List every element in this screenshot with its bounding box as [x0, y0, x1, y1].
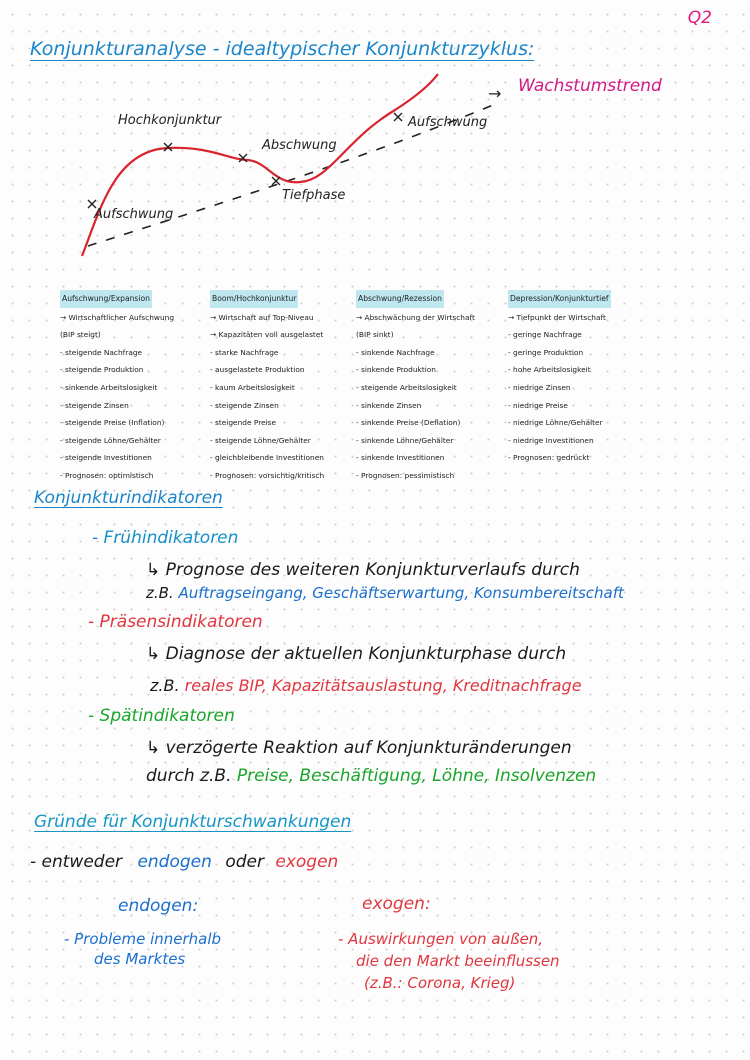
phase-item: - steigende Nachfrage — [60, 347, 143, 357]
spaetindikatoren-examples: Preise, Beschäftigung, Löhne, Insolvenzen — [236, 766, 597, 786]
praesensindikatoren-examples: reales BIP, Kapazitätsauslastung, Kreditnachfrage — [184, 676, 582, 695]
phase-item: → Wirtschaftlicher Aufschwung — [60, 312, 175, 322]
phase-item: → Wirtschaft auf Top-Niveau — [210, 312, 314, 322]
phase-item: - geringe Nachfrage — [508, 330, 582, 340]
phase-item: (BIP steigt) — [60, 330, 101, 340]
phase-item: - niedrige Preise — [508, 400, 568, 410]
spaetindikatoren-label: - Spätindikatoren — [88, 706, 235, 726]
label-tiefphase: Tiefphase — [282, 188, 346, 203]
phase-item: - Prognosen: pessimistisch — [356, 470, 455, 480]
phase-item: - Prognosen: gedrückt — [508, 453, 590, 463]
phase-item: - Prognosen: vorsichtig/kritisch — [210, 470, 325, 480]
phase-item: - steigende Löhne/Gehälter — [210, 435, 311, 445]
exogen-text-3: (z.B.: Corona, Krieg) — [364, 974, 516, 992]
business-cycle-diagram — [0, 0, 750, 270]
phase-heading: Boom/Hochkonjunktur — [210, 290, 298, 308]
phase-heading: Abschwung/Rezession — [356, 290, 444, 308]
praesensindikatoren-label: - Präsensindikatoren — [88, 612, 263, 632]
phase-item: - niedrige Löhne/Gehälter — [508, 418, 603, 428]
label-aufschwung-right: Aufschwung — [408, 115, 488, 130]
praesensindikatoren-desc: ↳ Diagnose der aktuellen Konjunkturphase durch — [146, 644, 567, 664]
phase-column-aufschwung — [60, 290, 220, 485]
phase-item: - steigende Löhne/Gehälter — [60, 435, 161, 445]
phase-item: - sinkende Zinsen — [356, 400, 422, 410]
reasons-title: Gründe für Konjunkturschwankungen — [34, 812, 352, 832]
fruehindikatoren-label: - Frühindikatoren — [92, 528, 239, 548]
label-abschwung: Abschwung — [262, 138, 337, 153]
phase-item: - hohe Arbeitslosigkeit — [508, 365, 591, 375]
phase-item: - sinkende Preise (Deflation) — [356, 418, 461, 428]
phase-item: - Prognosen: optimistisch — [60, 470, 154, 480]
phase-item: - steigende Produktion — [60, 365, 144, 375]
phase-column-boom — [210, 290, 370, 485]
phase-item: - kaum Arbeitslosigkeit — [210, 382, 295, 392]
phase-item: → Kapazitäten voll ausgelastet — [210, 330, 324, 340]
phase-item: - ausgelastete Produktion — [210, 365, 305, 375]
phase-item: - steigende Arbeitslosigkeit — [356, 382, 457, 392]
praesensindikatoren-examples-row — [150, 676, 582, 695]
phase-heading: Depression/Konjunkturtief — [508, 290, 611, 308]
indicators-title: Konjunkturindikatoren — [34, 488, 223, 508]
exogen-heading: exogen: — [362, 894, 431, 914]
fruehindikatoren-examples-row — [146, 584, 624, 602]
phase-item: - steigende Preise (Inflation) — [60, 418, 165, 428]
page-title-text: Konjunkturanalyse - idealtypischer Konjunkturzyklus: — [30, 38, 535, 60]
reasons-intro — [30, 852, 338, 872]
example-prefix: z.B. — [146, 584, 174, 602]
phase-item: - steigende Zinsen — [60, 400, 129, 410]
example-prefix: durch z.B. — [146, 766, 232, 786]
spaetindikatoren-desc: ↳ verzögerte Reaktion auf Konjunkturänderungen — [146, 738, 572, 758]
phase-item: → Abschwächung der Wirtschaft — [356, 312, 475, 322]
exogen-text-1: - Auswirkungen von außen, — [338, 930, 544, 948]
phase-item: - sinkende Löhne/Gehälter — [356, 435, 454, 445]
marker-tiefphase — [272, 177, 280, 185]
phase-item: - steigende Zinsen — [210, 400, 279, 410]
phase-item: - sinkende Investitionen — [356, 453, 445, 463]
phase-item: - gleichbleibende Investitionen — [210, 453, 324, 463]
phase-item: - steigende Preise — [210, 418, 277, 428]
phase-item: - starke Nachfrage — [210, 347, 279, 357]
phase-item: - sinkende Nachfrage — [356, 347, 435, 357]
label-aufschwung-left: Aufschwung — [94, 207, 174, 222]
phase-column-depression — [508, 290, 668, 467]
reasons-intro-oder: oder — [225, 852, 264, 872]
label-hochkonjunktur: Hochkonjunktur — [118, 113, 222, 128]
reasons-intro-exogen: exogen — [275, 852, 339, 872]
marker-aufschwung-right — [394, 113, 402, 121]
marker-abschwung — [239, 154, 247, 162]
endogen-text-1: - Probleme innerhalb — [64, 930, 222, 948]
phase-item: → Tiefpunkt der Wirtschaft — [508, 312, 606, 322]
exogen-text-2: die den Markt beeinflussen — [356, 952, 560, 970]
phase-item: - niedrige Zinsen — [508, 382, 571, 392]
phase-item: - sinkende Arbeitslosigkeit — [60, 382, 158, 392]
phase-item: (BIP sinkt) — [356, 330, 394, 340]
reasons-intro-endogen: endogen — [137, 852, 212, 872]
phase-heading: Aufschwung/Expansion — [60, 290, 152, 308]
fruehindikatoren-desc: ↳ Prognose des weiteren Konjunkturverlaufs durch — [146, 560, 580, 580]
example-prefix: z.B. — [150, 676, 180, 695]
growth-trend-label: Wachstumstrend — [518, 76, 662, 96]
phase-column-abschwung — [356, 290, 516, 485]
endogen-text-2: des Marktes — [94, 950, 186, 968]
spaetindikatoren-examples-row — [146, 766, 596, 786]
endogen-heading: endogen: — [118, 896, 199, 916]
page-corner-label: Q2 — [687, 8, 712, 28]
trend-arrow: → — [488, 84, 502, 103]
phase-item: - geringe Produktion — [508, 347, 584, 357]
phase-item: - niedrige Investitionen — [508, 435, 594, 445]
phase-item: - steigende Investitionen — [60, 453, 152, 463]
fruehindikatoren-examples: Auftragseingang, Geschäftserwartung, Konsumbereitschaft — [178, 584, 624, 602]
phase-item: - sinkende Produktion — [356, 365, 436, 375]
reasons-intro-prefix: - entweder — [30, 852, 123, 872]
cycle-curve — [82, 74, 438, 256]
